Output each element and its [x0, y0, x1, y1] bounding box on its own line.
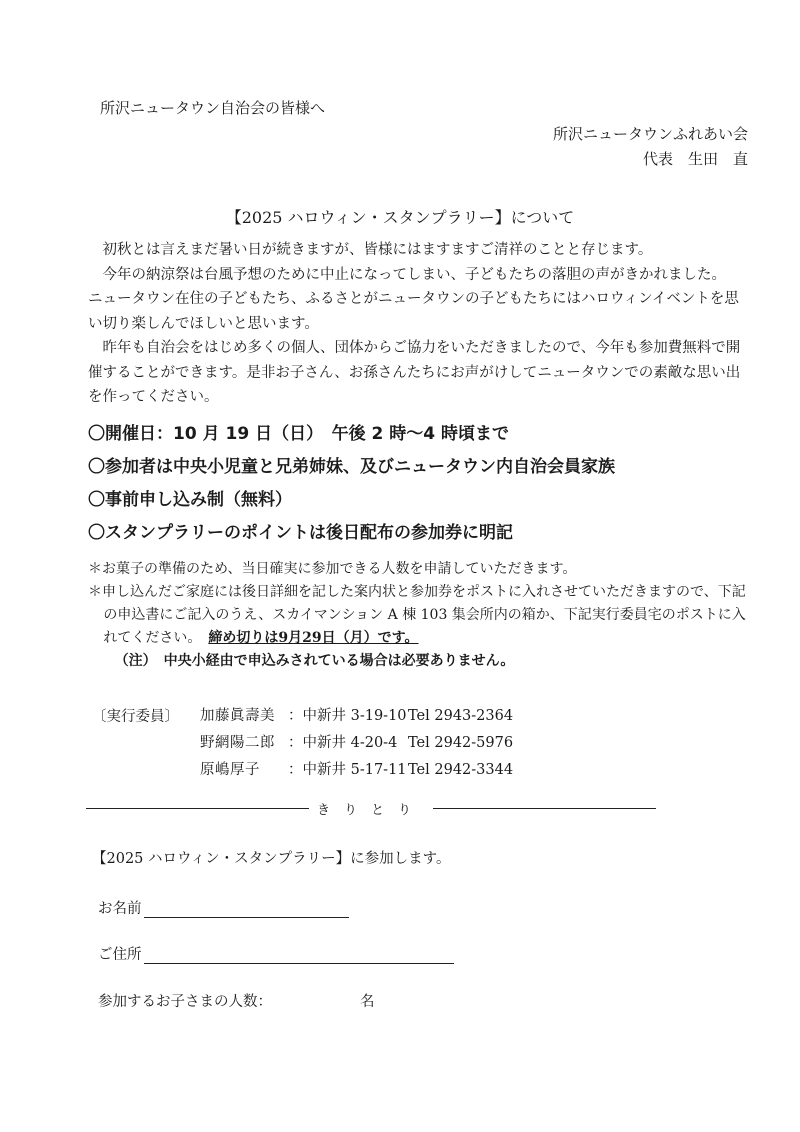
- name-label: お名前: [98, 901, 142, 917]
- registration-item: 〇事前申し込み制（無料）: [88, 490, 292, 510]
- event-date-item: 〇開催日：10 月 19 日（日） 午後 2 時～4 時頃まで: [88, 424, 509, 444]
- note-application: [88, 581, 748, 650]
- note-application-text: ＊申し込んだご家庭には後日詳細を記した案内状と参加券をポストに入れさせていただきますので、下記の申込書にご記入のうえ、スカイマンション A 棟 103 集会所内の箱か、下記実行委員宅のポストに入れてください。: [88, 584, 746, 646]
- children-count-unit: 名: [360, 994, 375, 1010]
- notes: [88, 558, 748, 673]
- committee-member: [200, 705, 513, 732]
- body-text: [88, 238, 748, 410]
- cut-line-left: [86, 808, 309, 809]
- document-title: 【2025 ハロウィン・スタンプラリー】について: [225, 208, 575, 227]
- address-field[interactable]: [98, 943, 454, 964]
- note-snacks: ＊お菓子の準備のため、当日確実に参加できる人数を申請していただきます。: [88, 561, 577, 577]
- committee-list: [200, 705, 513, 786]
- body-paragraph: 初秋とは言えまだ暑い日が続きますが、皆様にはますますご清祥のことと存じます。: [102, 242, 653, 258]
- member-address: ：中新井 4-20-4: [288, 735, 398, 751]
- address-label: ご住所: [98, 947, 142, 963]
- body-paragraph: 今年の納涼祭は台風予想のために中止になってしまい、子どもたちの落胆の声がきかれました。: [102, 266, 726, 283]
- caveat-note: （注） 中央小経由で申込みされている場合は必要ありません。: [114, 653, 515, 669]
- name-field[interactable]: [98, 897, 349, 918]
- committee-label: 〔実行委員〕: [92, 709, 179, 725]
- member-address: ：中新井 5-17-11: [288, 762, 407, 778]
- member-name: 野網陽二郎: [200, 735, 275, 751]
- member-name: 原嶋厚子: [200, 762, 260, 778]
- deadline: 締め切りは9月29日（月）です。: [208, 630, 419, 646]
- cut-label: きりとり: [317, 803, 426, 818]
- member-address: ：中新井 3-19-10: [288, 708, 407, 724]
- body-paragraph: 昨年も自治会をはじめ多くの個人、団体からご協力をいただきましたので、今年も参加費無料で開催することができます。是非お子さん、お孫さんたちにお声がけしてニュータウンでの素敵な思い出を作ってください。: [88, 340, 741, 405]
- children-count-label: 参加するお子さまの人数：: [98, 994, 272, 1010]
- name-input-line[interactable]: [144, 903, 349, 918]
- form-title: 【2025 ハロウィン・スタンプラリー】に参加します。: [92, 851, 451, 867]
- member-tel: Tel 2942-5976: [408, 735, 514, 751]
- sender-organization: 所沢ニュータウンふれあい会: [552, 125, 748, 143]
- participants-item: 〇参加者は中央小児童と兄弟姉妹、及びニュータウン内自治会員家族: [88, 457, 615, 477]
- committee-member: [200, 732, 513, 759]
- event-details-list: [88, 418, 615, 550]
- committee-member: [200, 759, 513, 786]
- children-count-field[interactable]: [98, 990, 272, 1011]
- stamp-points-item: 〇スタンプラリーのポイントは後日配布の参加券に明記: [88, 523, 513, 543]
- address-input-line[interactable]: [144, 949, 454, 964]
- member-tel: Tel 2943-2364: [408, 708, 514, 724]
- member-name: 加藤眞壽美: [200, 708, 275, 724]
- cut-line-right: [433, 808, 656, 809]
- addressee: 所沢ニュータウン自治会の皆様へ: [100, 99, 326, 117]
- sender-representative: 代表 生田 直: [642, 150, 748, 168]
- member-tel: Tel 2942-3344: [408, 762, 514, 778]
- body-paragraph: ニュータウン在住の子どもたち、ふるさとがニュータウンの子どもたちにはハロウィンイベントを思い切り楽しんでほしいと思います。: [88, 291, 739, 332]
- cut-line: [86, 799, 656, 818]
